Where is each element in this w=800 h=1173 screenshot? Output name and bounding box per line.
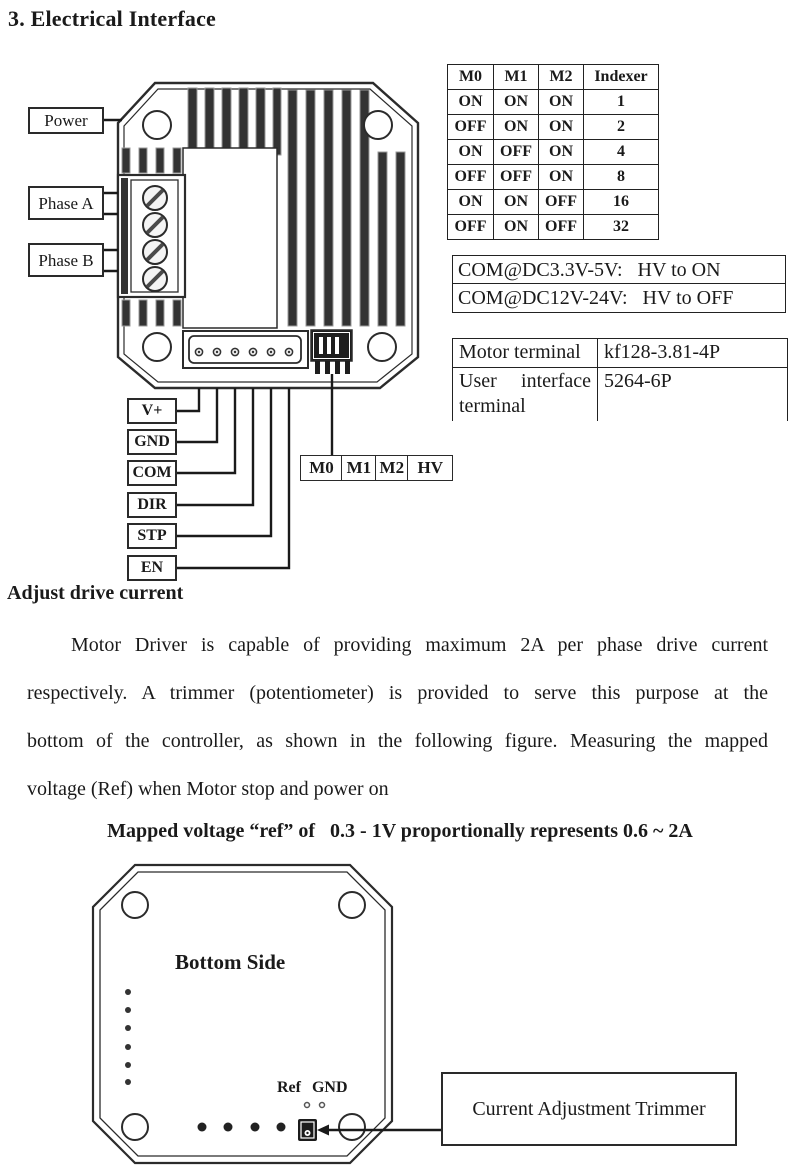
indexer-table (447, 64, 659, 240)
col-header: M0 (448, 65, 494, 90)
mode-pin-m2: M2 (375, 455, 409, 481)
subsection-heading: Adjust drive current (7, 582, 184, 604)
body-paragraph (27, 621, 768, 813)
phase-a-label: Phase A (28, 186, 104, 220)
ref-label: Ref (277, 1079, 301, 1096)
table-row: OFF ON OFF 32 (448, 215, 659, 240)
col-header: Indexer (584, 65, 659, 90)
wire-com (177, 388, 235, 473)
col-header: M2 (539, 65, 584, 90)
section-heading: 3. Electrical Interface (8, 6, 217, 31)
ref-gnd-labels (277, 1079, 348, 1097)
wire-phase-a (104, 193, 118, 214)
paragraph-line: bottom of the controller, as shown in the following figure. Measuring the mapped (27, 730, 768, 752)
driver-top-diagram (0, 60, 800, 590)
mode-pin-row (300, 455, 453, 481)
terminal-block (118, 175, 185, 297)
wire-dir (177, 388, 253, 505)
pin-label-gnd: GND (127, 429, 177, 455)
signal-connector (183, 331, 308, 368)
com-row: COM@DC12V-24V: HV to OFF (452, 283, 786, 313)
power-label: Power (28, 107, 104, 134)
mapped-voltage-note: Mapped voltage “ref” of 0.3 - 1V proportionally represents 0.6 ~ 2A (107, 820, 693, 842)
paragraph-line: Motor Driver is capable of providing maximum 2A per phase drive current (71, 634, 768, 656)
wire-phase-b (104, 250, 118, 271)
pin-label-dir: DIR (127, 492, 177, 518)
com-row: COM@DC3.3V-5V: HV to ON (452, 255, 786, 285)
terminal-spec-table (452, 338, 788, 421)
indexer-header-row (448, 65, 659, 90)
trimmer-pot (298, 1119, 317, 1141)
mode-pin-hv: HV (407, 455, 453, 481)
col-header: M1 (494, 65, 539, 90)
paragraph-line: voltage (Ref) when Motor stop and power on (27, 778, 389, 800)
pin-label-en: EN (127, 555, 177, 581)
phase-b-label: Phase B (28, 243, 104, 277)
spec-value: kf128-3.81-4P (598, 339, 787, 368)
gnd-label: GND (311, 1079, 348, 1096)
spec-name: Motor terminal (453, 339, 598, 368)
table-row: OFF OFF ON 8 (448, 165, 659, 190)
pin-label-vplus: V+ (127, 398, 177, 424)
wire-vplus (177, 388, 199, 411)
spec-name: User interface terminal (453, 368, 598, 421)
com-voltage-table (452, 255, 786, 313)
bottom-side-label: Bottom Side (175, 950, 286, 974)
table-row: ON OFF ON 4 (448, 140, 659, 165)
pin-label-com: COM (127, 460, 177, 486)
spec-value: 5264-6P (604, 370, 672, 392)
trimmer-callout-box: Current Adjustment Trimmer (441, 1072, 737, 1146)
table-row: OFF ON ON 2 (448, 115, 659, 140)
pin-label-stp: STP (127, 523, 177, 549)
mode-pin-m0: M0 (300, 455, 343, 481)
paragraph-line: respectively. A trimmer (potentiometer) is provided to serve this purpose at the (27, 682, 768, 704)
table-row: ON ON ON 1 (448, 90, 659, 115)
center-module (183, 148, 277, 328)
table-row: ON ON OFF 16 (448, 190, 659, 215)
mode-pin-m1: M1 (341, 455, 376, 481)
wire-gnd (177, 388, 217, 442)
